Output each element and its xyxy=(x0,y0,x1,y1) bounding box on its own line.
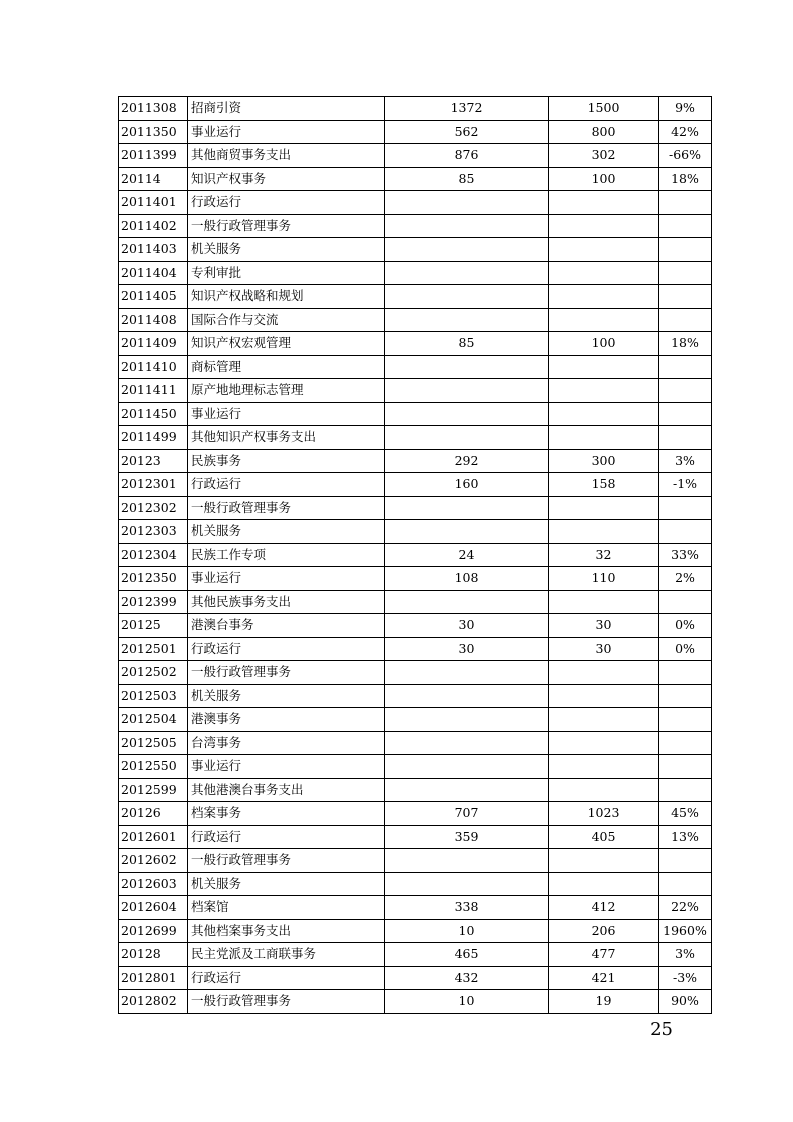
prev-value-cell: 85 xyxy=(385,332,549,356)
curr-value-cell: 110 xyxy=(549,567,659,591)
prev-value-cell xyxy=(385,849,549,873)
change-pct-cell: 0% xyxy=(659,637,712,661)
change-pct-cell xyxy=(659,426,712,450)
change-pct-cell: 42% xyxy=(659,120,712,144)
name-cell: 机关服务 xyxy=(188,238,385,262)
prev-value-cell: 876 xyxy=(385,144,549,168)
table-row xyxy=(119,97,712,121)
curr-value-cell xyxy=(549,849,659,873)
table-row xyxy=(119,778,712,802)
change-pct-cell: 18% xyxy=(659,332,712,356)
prev-value-cell xyxy=(385,238,549,262)
prev-value-cell xyxy=(385,731,549,755)
name-cell: 机关服务 xyxy=(188,684,385,708)
name-cell: 行政运行 xyxy=(188,473,385,497)
name-cell: 知识产权宏观管理 xyxy=(188,332,385,356)
curr-value-cell xyxy=(549,379,659,403)
curr-value-cell: 477 xyxy=(549,943,659,967)
prev-value-cell: 359 xyxy=(385,825,549,849)
prev-value-cell: 338 xyxy=(385,896,549,920)
prev-value-cell xyxy=(385,402,549,426)
curr-value-cell: 302 xyxy=(549,144,659,168)
code-cell: 2012350 xyxy=(119,567,188,591)
curr-value-cell xyxy=(549,661,659,685)
change-pct-cell xyxy=(659,872,712,896)
code-cell: 2012302 xyxy=(119,496,188,520)
prev-value-cell: 10 xyxy=(385,919,549,943)
table-row xyxy=(119,261,712,285)
name-cell: 港澳事务 xyxy=(188,708,385,732)
prev-value-cell: 30 xyxy=(385,614,549,638)
name-cell: 行政运行 xyxy=(188,966,385,990)
change-pct-cell xyxy=(659,379,712,403)
table-row xyxy=(119,543,712,567)
table-row xyxy=(119,731,712,755)
code-cell: 20128 xyxy=(119,943,188,967)
change-pct-cell: -3% xyxy=(659,966,712,990)
name-cell: 国际合作与交流 xyxy=(188,308,385,332)
curr-value-cell: 800 xyxy=(549,120,659,144)
prev-value-cell xyxy=(385,755,549,779)
code-cell: 2011411 xyxy=(119,379,188,403)
change-pct-cell xyxy=(659,590,712,614)
prev-value-cell xyxy=(385,214,549,238)
table-row xyxy=(119,661,712,685)
change-pct-cell: 18% xyxy=(659,167,712,191)
name-cell: 其他档案事务支出 xyxy=(188,919,385,943)
table-row xyxy=(119,402,712,426)
code-cell: 2012502 xyxy=(119,661,188,685)
table-row xyxy=(119,308,712,332)
name-cell: 行政运行 xyxy=(188,825,385,849)
change-pct-cell: 3% xyxy=(659,943,712,967)
code-cell: 2011408 xyxy=(119,308,188,332)
name-cell: 一般行政管理事务 xyxy=(188,849,385,873)
code-cell: 2012550 xyxy=(119,755,188,779)
prev-value-cell: 562 xyxy=(385,120,549,144)
page-number: 25 xyxy=(650,1019,673,1040)
curr-value-cell: 158 xyxy=(549,473,659,497)
name-cell: 民族工作专项 xyxy=(188,543,385,567)
name-cell: 民族事务 xyxy=(188,449,385,473)
table-row xyxy=(119,919,712,943)
table-row xyxy=(119,238,712,262)
change-pct-cell: 1960% xyxy=(659,919,712,943)
name-cell: 港澳台事务 xyxy=(188,614,385,638)
curr-value-cell xyxy=(549,520,659,544)
code-cell: 2012599 xyxy=(119,778,188,802)
curr-value-cell: 421 xyxy=(549,966,659,990)
code-cell: 20126 xyxy=(119,802,188,826)
code-cell: 2012304 xyxy=(119,543,188,567)
code-cell: 2011403 xyxy=(119,238,188,262)
curr-value-cell xyxy=(549,355,659,379)
table-row xyxy=(119,332,712,356)
curr-value-cell xyxy=(549,708,659,732)
change-pct-cell xyxy=(659,849,712,873)
change-pct-cell xyxy=(659,520,712,544)
code-cell: 2012503 xyxy=(119,684,188,708)
curr-value-cell xyxy=(549,238,659,262)
prev-value-cell: 1372 xyxy=(385,97,549,121)
name-cell: 一般行政管理事务 xyxy=(188,214,385,238)
prev-value-cell xyxy=(385,684,549,708)
curr-value-cell: 1500 xyxy=(549,97,659,121)
code-cell: 20125 xyxy=(119,614,188,638)
name-cell: 其他民族事务支出 xyxy=(188,590,385,614)
table-row xyxy=(119,849,712,873)
code-cell: 2012601 xyxy=(119,825,188,849)
change-pct-cell xyxy=(659,238,712,262)
curr-value-cell xyxy=(549,684,659,708)
name-cell: 知识产权事务 xyxy=(188,167,385,191)
curr-value-cell xyxy=(549,402,659,426)
curr-value-cell: 412 xyxy=(549,896,659,920)
prev-value-cell xyxy=(385,426,549,450)
table-row xyxy=(119,426,712,450)
curr-value-cell xyxy=(549,261,659,285)
change-pct-cell xyxy=(659,261,712,285)
table-row xyxy=(119,473,712,497)
budget-table xyxy=(118,96,712,1014)
change-pct-cell xyxy=(659,755,712,779)
code-cell: 2011409 xyxy=(119,332,188,356)
code-cell: 2011404 xyxy=(119,261,188,285)
code-cell: 2012504 xyxy=(119,708,188,732)
code-cell: 2011399 xyxy=(119,144,188,168)
curr-value-cell xyxy=(549,214,659,238)
curr-value-cell: 206 xyxy=(549,919,659,943)
table-row xyxy=(119,214,712,238)
name-cell: 档案馆 xyxy=(188,896,385,920)
table-row xyxy=(119,614,712,638)
change-pct-cell xyxy=(659,402,712,426)
code-cell: 2012399 xyxy=(119,590,188,614)
prev-value-cell: 30 xyxy=(385,637,549,661)
code-cell: 2011499 xyxy=(119,426,188,450)
curr-value-cell xyxy=(549,191,659,215)
change-pct-cell xyxy=(659,731,712,755)
prev-value-cell: 465 xyxy=(385,943,549,967)
curr-value-cell xyxy=(549,285,659,309)
table-row xyxy=(119,708,712,732)
table-row xyxy=(119,379,712,403)
change-pct-cell: 45% xyxy=(659,802,712,826)
name-cell: 事业运行 xyxy=(188,120,385,144)
table-row xyxy=(119,684,712,708)
table-row xyxy=(119,590,712,614)
prev-value-cell: 292 xyxy=(385,449,549,473)
code-cell: 2012604 xyxy=(119,896,188,920)
change-pct-cell xyxy=(659,355,712,379)
name-cell: 商标管理 xyxy=(188,355,385,379)
name-cell: 招商引资 xyxy=(188,97,385,121)
name-cell: 事业运行 xyxy=(188,755,385,779)
table-row xyxy=(119,355,712,379)
code-cell: 2012505 xyxy=(119,731,188,755)
table-body xyxy=(119,97,712,1014)
name-cell: 其他商贸事务支出 xyxy=(188,144,385,168)
curr-value-cell xyxy=(549,426,659,450)
curr-value-cell: 30 xyxy=(549,614,659,638)
table-row xyxy=(119,896,712,920)
prev-value-cell: 24 xyxy=(385,543,549,567)
code-cell: 2012802 xyxy=(119,990,188,1014)
curr-value-cell: 32 xyxy=(549,543,659,567)
table-row xyxy=(119,496,712,520)
prev-value-cell xyxy=(385,520,549,544)
code-cell: 2011450 xyxy=(119,402,188,426)
name-cell: 其他知识产权事务支出 xyxy=(188,426,385,450)
curr-value-cell xyxy=(549,590,659,614)
table-row xyxy=(119,567,712,591)
curr-value-cell xyxy=(549,778,659,802)
name-cell: 事业运行 xyxy=(188,567,385,591)
prev-value-cell xyxy=(385,778,549,802)
change-pct-cell: 2% xyxy=(659,567,712,591)
table-row xyxy=(119,120,712,144)
code-cell: 2011405 xyxy=(119,285,188,309)
code-cell: 2011350 xyxy=(119,120,188,144)
curr-value-cell xyxy=(549,872,659,896)
name-cell: 事业运行 xyxy=(188,402,385,426)
table-row xyxy=(119,802,712,826)
name-cell: 一般行政管理事务 xyxy=(188,990,385,1014)
table-row xyxy=(119,449,712,473)
table-row xyxy=(119,872,712,896)
table-row xyxy=(119,637,712,661)
curr-value-cell xyxy=(549,308,659,332)
prev-value-cell xyxy=(385,308,549,332)
prev-value-cell xyxy=(385,261,549,285)
change-pct-cell xyxy=(659,214,712,238)
change-pct-cell xyxy=(659,285,712,309)
change-pct-cell: 90% xyxy=(659,990,712,1014)
code-cell: 2012602 xyxy=(119,849,188,873)
change-pct-cell xyxy=(659,308,712,332)
change-pct-cell xyxy=(659,778,712,802)
curr-value-cell xyxy=(549,755,659,779)
prev-value-cell xyxy=(385,355,549,379)
change-pct-cell: 0% xyxy=(659,614,712,638)
change-pct-cell xyxy=(659,684,712,708)
curr-value-cell: 100 xyxy=(549,332,659,356)
prev-value-cell: 108 xyxy=(385,567,549,591)
prev-value-cell: 85 xyxy=(385,167,549,191)
prev-value-cell: 707 xyxy=(385,802,549,826)
code-cell: 2012501 xyxy=(119,637,188,661)
change-pct-cell xyxy=(659,708,712,732)
change-pct-cell: 9% xyxy=(659,97,712,121)
table-row xyxy=(119,825,712,849)
prev-value-cell: 432 xyxy=(385,966,549,990)
table-row xyxy=(119,520,712,544)
code-cell: 2011308 xyxy=(119,97,188,121)
table-row xyxy=(119,943,712,967)
table-row xyxy=(119,990,712,1014)
name-cell: 一般行政管理事务 xyxy=(188,496,385,520)
code-cell: 2012801 xyxy=(119,966,188,990)
code-cell: 2011410 xyxy=(119,355,188,379)
name-cell: 行政运行 xyxy=(188,191,385,215)
change-pct-cell xyxy=(659,191,712,215)
change-pct-cell: -1% xyxy=(659,473,712,497)
name-cell: 行政运行 xyxy=(188,637,385,661)
name-cell: 台湾事务 xyxy=(188,731,385,755)
prev-value-cell xyxy=(385,661,549,685)
prev-value-cell: 10 xyxy=(385,990,549,1014)
name-cell: 知识产权战略和规划 xyxy=(188,285,385,309)
prev-value-cell xyxy=(385,590,549,614)
table-row xyxy=(119,755,712,779)
code-cell: 2011401 xyxy=(119,191,188,215)
code-cell: 20123 xyxy=(119,449,188,473)
name-cell: 机关服务 xyxy=(188,872,385,896)
change-pct-cell: 3% xyxy=(659,449,712,473)
curr-value-cell: 30 xyxy=(549,637,659,661)
table-row xyxy=(119,144,712,168)
prev-value-cell xyxy=(385,191,549,215)
change-pct-cell: 13% xyxy=(659,825,712,849)
prev-value-cell xyxy=(385,496,549,520)
name-cell: 一般行政管理事务 xyxy=(188,661,385,685)
prev-value-cell xyxy=(385,708,549,732)
curr-value-cell: 405 xyxy=(549,825,659,849)
curr-value-cell: 19 xyxy=(549,990,659,1014)
curr-value-cell: 300 xyxy=(549,449,659,473)
name-cell: 民主党派及工商联事务 xyxy=(188,943,385,967)
code-cell: 2012301 xyxy=(119,473,188,497)
table-row xyxy=(119,167,712,191)
change-pct-cell xyxy=(659,661,712,685)
curr-value-cell xyxy=(549,731,659,755)
table-row xyxy=(119,191,712,215)
change-pct-cell: -66% xyxy=(659,144,712,168)
change-pct-cell: 22% xyxy=(659,896,712,920)
prev-value-cell: 160 xyxy=(385,473,549,497)
table-row xyxy=(119,285,712,309)
change-pct-cell: 33% xyxy=(659,543,712,567)
code-cell: 20114 xyxy=(119,167,188,191)
code-cell: 2012303 xyxy=(119,520,188,544)
code-cell: 2012699 xyxy=(119,919,188,943)
change-pct-cell xyxy=(659,496,712,520)
code-cell: 2011402 xyxy=(119,214,188,238)
prev-value-cell xyxy=(385,285,549,309)
prev-value-cell xyxy=(385,379,549,403)
name-cell: 专利审批 xyxy=(188,261,385,285)
name-cell: 档案事务 xyxy=(188,802,385,826)
curr-value-cell xyxy=(549,496,659,520)
code-cell: 2012603 xyxy=(119,872,188,896)
name-cell: 其他港澳台事务支出 xyxy=(188,778,385,802)
curr-value-cell: 1023 xyxy=(549,802,659,826)
table-row xyxy=(119,966,712,990)
prev-value-cell xyxy=(385,872,549,896)
curr-value-cell: 100 xyxy=(549,167,659,191)
name-cell: 机关服务 xyxy=(188,520,385,544)
name-cell: 原产地地理标志管理 xyxy=(188,379,385,403)
